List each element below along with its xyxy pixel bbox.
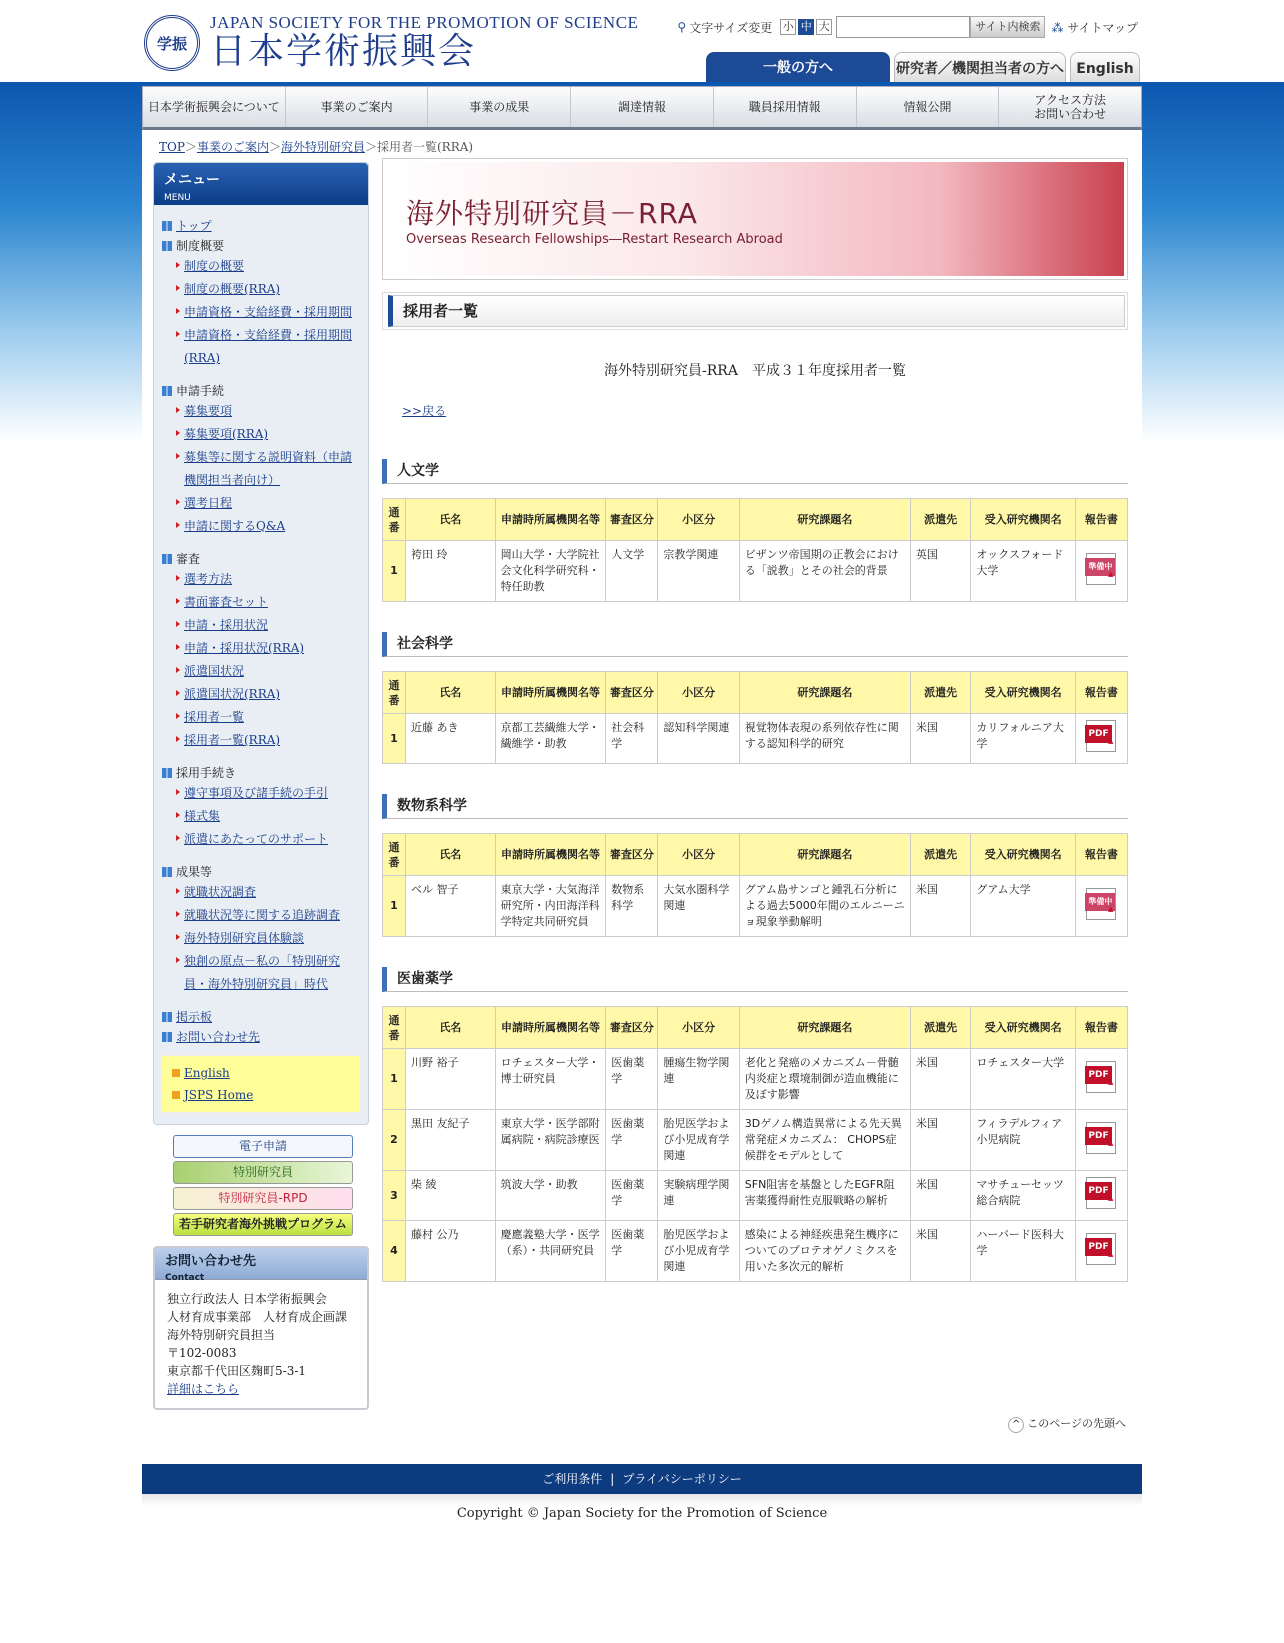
breadcrumb xyxy=(159,138,473,155)
sitemap-link[interactable] xyxy=(1051,19,1138,36)
pdf-icon[interactable] xyxy=(1086,1122,1116,1154)
hero-banner xyxy=(382,158,1128,280)
column-header: 審査区分 xyxy=(606,834,658,876)
menu-item[interactable] xyxy=(160,568,362,591)
adobe-mark-icon: ▲ xyxy=(1107,1138,1114,1147)
column-header: 小区分 xyxy=(658,834,739,876)
extra-links-box xyxy=(160,1054,362,1114)
column-header: 小区分 xyxy=(658,499,739,541)
cell-no: 4 xyxy=(383,1221,406,1282)
menu-item[interactable] xyxy=(160,828,362,851)
site-logo[interactable] xyxy=(144,14,638,72)
pdf-label: PDF xyxy=(1085,725,1111,743)
cell-report xyxy=(1075,1171,1127,1221)
cell-name: 近藤 あき xyxy=(405,714,495,764)
menu-item[interactable] xyxy=(160,515,362,538)
fontsize-label: 文字サイズ変更 xyxy=(689,20,773,35)
cell-report xyxy=(1075,1110,1127,1171)
menu-item[interactable] xyxy=(160,614,362,637)
cell-aff: 岡山大学・大学院社会文化科学研究科・特任助教 xyxy=(495,541,606,602)
utility-bar xyxy=(677,16,1138,38)
cell-area: 医歯薬学 xyxy=(606,1171,658,1221)
menu-item[interactable] xyxy=(160,446,362,492)
column-header: 受入研究機関名 xyxy=(971,672,1075,714)
cell-no: 1 xyxy=(383,714,406,764)
menu-list xyxy=(154,205,368,1046)
column-header: 申請時所属機関名等 xyxy=(495,672,606,714)
cell-sub: 胎児医学および小児成育学関連 xyxy=(658,1221,739,1282)
page xyxy=(142,0,1142,1460)
menu-header xyxy=(154,163,368,205)
menu-item[interactable] xyxy=(160,729,362,752)
gnav-item[interactable]: 日本学術振興会について xyxy=(143,87,286,127)
cell-sub: 大気水圏科学関連 xyxy=(658,876,739,937)
banner-list xyxy=(173,1135,353,1236)
cell-name: 藤村 公乃 xyxy=(405,1221,495,1282)
pdf-label: 準備中 xyxy=(1085,558,1115,576)
fellows-table xyxy=(382,498,1128,602)
contact-line: 独立行政法人 日本学術振興会 xyxy=(167,1292,327,1306)
page-title: 採用者一覧 xyxy=(388,295,1125,327)
content-area xyxy=(142,130,1142,1460)
menu-label[interactable]: 遵守事項及び諸手続の手引 xyxy=(184,786,329,800)
sections xyxy=(382,459,1128,1282)
cell-host: グアム大学 xyxy=(971,876,1075,937)
cell-area: 医歯薬学 xyxy=(606,1049,658,1110)
search-input[interactable] xyxy=(836,16,970,38)
table-row xyxy=(383,1171,1128,1221)
menu-item[interactable] xyxy=(160,950,362,996)
table-row xyxy=(383,541,1128,602)
table-row xyxy=(383,714,1128,764)
cell-dest: 米国 xyxy=(910,876,971,937)
adobe-mark-icon: ▲ xyxy=(1107,737,1114,745)
logo-japanese: 日本学術振興会 xyxy=(210,31,477,72)
magnifier-icon: ⚲ xyxy=(677,20,687,34)
cell-sub: 実験病理学関連 xyxy=(658,1171,739,1221)
menu-label[interactable]: 制度の概要(RRA) xyxy=(184,282,281,296)
menu-label[interactable]: 申請・採用状況 xyxy=(184,618,269,632)
fellows-table xyxy=(382,671,1128,764)
footer: ご利用条件 | プライバシーポリシー xyxy=(142,1464,1142,1494)
pdf-icon[interactable] xyxy=(1086,720,1116,752)
cell-report xyxy=(1075,876,1127,937)
cell-no: 1 xyxy=(383,541,406,602)
breadcrumb-business[interactable]: 事業のご案内 xyxy=(196,140,269,154)
column-header: 氏名 xyxy=(405,834,495,876)
cell-no: 1 xyxy=(383,1049,406,1110)
menu-gap xyxy=(160,370,362,380)
cell-aff: 慶應義塾大学・医学（系）・共同研究員 xyxy=(495,1221,606,1282)
cell-aff: 東京大学・大気海洋研究所・内田海洋科学特定共同研究員 xyxy=(495,876,606,937)
menu-item[interactable] xyxy=(160,881,362,904)
cell-area: 人文学 xyxy=(606,541,658,602)
banner-young-researchers[interactable]: 若手研究者海外挑戦プログラム xyxy=(173,1213,353,1236)
breadcrumb-overseas[interactable]: 海外特別研究員 xyxy=(280,140,365,154)
menu-label: 審査 xyxy=(176,552,201,566)
jsps-seal-icon: 学振 xyxy=(144,15,200,71)
adobe-mark-icon: ▲ xyxy=(1107,569,1114,578)
cell-topic: SFN阻害を基盤としたEGFR阻害薬獲得耐性克服戦略の解析 xyxy=(739,1171,910,1221)
column-header: 申請時所属機関名等 xyxy=(495,499,606,541)
jsps-home-link[interactable]: JSPS Home xyxy=(184,1088,254,1102)
column-header: 小区分 xyxy=(658,672,739,714)
cell-dest: 米国 xyxy=(910,714,971,764)
menu-item[interactable] xyxy=(160,660,362,683)
menu-item[interactable] xyxy=(160,278,362,301)
cell-dest: 英国 xyxy=(910,541,971,602)
banner-rpd[interactable]: 特別研究員-RPD xyxy=(173,1187,353,1210)
pdf-preparing-icon xyxy=(1086,888,1116,920)
cell-topic: 感染による神経疾患発生機序についてのプロテオゲノミクスを用いた多次元的解析 xyxy=(739,1221,910,1282)
table-row xyxy=(383,1110,1128,1171)
menu-label[interactable]: 募集要項 xyxy=(184,404,233,418)
logo-english: JAPAN SOCIETY FOR THE PROMOTION OF SCIENCE xyxy=(210,13,639,32)
adobe-mark-icon: ▲ xyxy=(1107,1194,1114,1202)
menu-label[interactable]: 海外特別研究員体験談 xyxy=(184,931,305,945)
column-header: 研究課題名 xyxy=(739,1007,910,1049)
column-header: 氏名 xyxy=(405,672,495,714)
menu-label[interactable]: 掲示板 xyxy=(176,1010,213,1024)
fellows-table xyxy=(382,1006,1128,1282)
main-content xyxy=(382,158,1128,1282)
adobe-mark-icon: ▲ xyxy=(1107,904,1114,913)
cell-sub: 腫瘍生物学関連 xyxy=(658,1049,739,1110)
table-row xyxy=(383,876,1128,937)
cell-name: 黒田 友紀子 xyxy=(405,1110,495,1171)
to-top-link[interactable]: ^ このページの先頭へ xyxy=(1008,1415,1126,1433)
menu-label[interactable]: 選考日程 xyxy=(184,496,233,510)
column-header: 申請時所属機関名等 xyxy=(495,1007,606,1049)
menu-category[interactable] xyxy=(160,1028,362,1046)
menu-item[interactable] xyxy=(160,637,362,660)
pdf-preparing-icon xyxy=(1086,553,1116,585)
menu-item[interactable] xyxy=(160,255,362,278)
gnav-item[interactable]: アクセス方法 お問い合わせ xyxy=(1034,93,1107,121)
section-title: 社会科学 xyxy=(382,632,1128,657)
cell-no: 3 xyxy=(383,1171,406,1221)
adobe-mark-icon: ▲ xyxy=(1107,1077,1114,1086)
column-header: 受入研究機関名 xyxy=(971,834,1075,876)
cell-aff: 京都工芸繊維大学・繊維学・助教 xyxy=(495,714,606,764)
hero-title: 海外特別研究員－RRA xyxy=(406,197,698,230)
sitemap-icon: ⁂ xyxy=(1051,20,1064,35)
column-header: 報告書 xyxy=(1075,1007,1127,1049)
column-header: 審査区分 xyxy=(606,499,658,541)
cell-dest: 米国 xyxy=(910,1110,971,1171)
breadcrumb-sep-icon: ＞ xyxy=(364,140,377,154)
column-header: 研究課題名 xyxy=(739,499,910,541)
cell-report xyxy=(1075,1049,1127,1110)
cell-topic: 老化と発癌のメカニズム－骨髄内炎症と環境制御が造血機能に及ぼす影響 xyxy=(739,1049,910,1110)
menu-label[interactable]: 採用者一覧(RRA) xyxy=(184,733,281,747)
menu-item[interactable] xyxy=(160,782,362,805)
table-header-row xyxy=(383,834,1128,876)
sidebar xyxy=(153,162,369,1410)
menu-label[interactable]: 募集要項(RRA) xyxy=(184,427,269,441)
pdf-label: PDF xyxy=(1085,1182,1111,1200)
column-header: 通番 xyxy=(383,834,406,876)
menu-item[interactable] xyxy=(160,324,362,370)
column-header: 受入研究機関名 xyxy=(971,499,1075,541)
column-header: 通番 xyxy=(383,1007,406,1049)
column-header: 派遣先 xyxy=(910,1007,971,1049)
cell-area: 数物系科学 xyxy=(606,876,658,937)
cell-name: 袴田 玲 xyxy=(405,541,495,602)
copyright: Copyright © Japan Society for the Promotion of Science xyxy=(142,1494,1142,1534)
cell-host: マサチューセッツ総合病院 xyxy=(971,1171,1075,1221)
cell-area: 医歯薬学 xyxy=(606,1221,658,1282)
hero-subtitle: Overseas Research Fellowships―Restart Research Abroad xyxy=(406,232,783,247)
cell-no: 1 xyxy=(383,876,406,937)
cell-no: 2 xyxy=(383,1110,406,1171)
column-header: 派遣先 xyxy=(910,672,971,714)
column-header: 受入研究機関名 xyxy=(971,1007,1075,1049)
tab-english[interactable]: English xyxy=(1070,52,1140,82)
cell-aff: ロチェスター大学・博士研究員 xyxy=(495,1049,606,1110)
column-header: 報告書 xyxy=(1075,672,1127,714)
cell-sub: 宗教学関連 xyxy=(658,541,739,602)
menu-item[interactable] xyxy=(160,706,362,729)
contact-title-en: Contact xyxy=(165,1273,205,1283)
column-header: 通番 xyxy=(383,672,406,714)
contact-box xyxy=(153,1246,369,1410)
menu-item[interactable] xyxy=(160,301,362,324)
cell-sub: 認知科学関連 xyxy=(658,714,739,764)
banner-dc-pd[interactable]: 特別研究員 xyxy=(173,1161,353,1184)
cell-host: フィラデルフィア小児病院 xyxy=(971,1110,1075,1171)
header xyxy=(142,0,1142,82)
menu-label[interactable]: 募集等に関する説明資料（申請機関担当者向け） xyxy=(184,450,353,487)
banner-e-application[interactable]: 電子申請 xyxy=(173,1135,353,1158)
back-link-wrap xyxy=(402,402,1128,419)
column-header: 報告書 xyxy=(1075,834,1127,876)
menu-category[interactable] xyxy=(160,217,362,235)
menu-label[interactable]: 就職状況等に関する追跡調査 xyxy=(184,908,341,922)
cell-topic: グアム島サンゴと鍾乳石分析による過去5000年間のエルニーニョ現象挙動解明 xyxy=(739,876,910,937)
pdf-label: PDF xyxy=(1085,1127,1111,1145)
menu-label[interactable]: お問い合わせ先 xyxy=(176,1030,261,1044)
column-header: 氏名 xyxy=(405,499,495,541)
menu-label[interactable]: 選考方法 xyxy=(184,572,233,586)
pdf-icon[interactable] xyxy=(1086,1233,1116,1265)
tab-researchers[interactable]: 研究者／機関担当者の方へ xyxy=(894,52,1066,82)
font-small-button[interactable]: 小 xyxy=(780,19,796,35)
menu-label: 制度概要 xyxy=(176,239,225,253)
column-header: 審査区分 xyxy=(606,1007,658,1049)
menu-item[interactable] xyxy=(160,927,362,950)
breadcrumb-sep-icon: ＞ xyxy=(184,140,197,154)
page-heading-box xyxy=(382,292,1128,330)
column-header: 審査区分 xyxy=(606,672,658,714)
cell-dest: 米国 xyxy=(910,1171,971,1221)
cell-report xyxy=(1075,541,1127,602)
cell-host: オックスフォード大学 xyxy=(971,541,1075,602)
gnav-item[interactable]: 調達情報 xyxy=(571,87,714,127)
menu-gap xyxy=(160,996,362,1006)
menu-item[interactable] xyxy=(160,805,362,828)
cell-name: 柴 綾 xyxy=(405,1171,495,1221)
contact-line: 〒102-0083 xyxy=(167,1346,237,1360)
pdf-label: PDF xyxy=(1085,1066,1111,1084)
cell-host: カリフォルニア大学 xyxy=(971,714,1075,764)
tab-general[interactable]: 一般の方へ xyxy=(706,52,890,82)
cell-report xyxy=(1075,714,1127,764)
menu-title: メニュー xyxy=(164,172,220,188)
privacy-link[interactable]: プライバシーポリシー xyxy=(622,1472,742,1486)
menu-gap xyxy=(160,851,362,861)
menu-label[interactable]: 申請に関するQ&A xyxy=(184,519,286,533)
menu-label[interactable]: 制度の概要 xyxy=(184,259,245,273)
cell-name: ベル 智子 xyxy=(405,876,495,937)
menu-item[interactable] xyxy=(160,492,362,515)
global-nav xyxy=(142,86,1142,130)
cell-aff: 東京大学・医学部附属病院・病院診療医 xyxy=(495,1110,606,1171)
table-header-row xyxy=(383,499,1128,541)
search-button[interactable]: サイト内検索 xyxy=(970,16,1045,38)
menu-label[interactable]: 就職状況調査 xyxy=(184,885,257,899)
cell-dest: 米国 xyxy=(910,1221,971,1282)
contact-more-link[interactable]: 詳細はこちら xyxy=(167,1382,240,1396)
audience-tabs xyxy=(702,52,1140,82)
menu-label: 採用手続き xyxy=(176,766,237,780)
menu-label[interactable]: 独創の原点－私の「特別研究員・海外特別研究員」時代 xyxy=(184,954,341,991)
table-row xyxy=(383,1221,1128,1282)
menu-label[interactable]: 書面審査セット xyxy=(184,595,269,609)
fellows-table xyxy=(382,833,1128,937)
menu-label: 成果等 xyxy=(176,865,213,879)
column-header: 派遣先 xyxy=(910,499,971,541)
gnav-item[interactable]: 事業の成果 xyxy=(428,87,571,127)
column-header: 研究課題名 xyxy=(739,672,910,714)
font-medium-button[interactable]: 中 xyxy=(798,19,814,35)
cell-topic: 視覚物体表現の系列依存性に関する認知科学的研究 xyxy=(739,714,910,764)
menu-item[interactable] xyxy=(160,904,362,927)
cell-host: ロチェスター大学 xyxy=(971,1049,1075,1110)
menu-label: 申請手続 xyxy=(176,384,225,398)
column-header: 申請時所属機関名等 xyxy=(495,834,606,876)
breadcrumb-top[interactable]: TOP xyxy=(159,140,185,154)
back-link[interactable]: >>戻る xyxy=(402,404,447,418)
intro-text: 海外特別研究員-RRA 平成３１年度採用者一覧 xyxy=(604,363,906,379)
gnav-item[interactable]: 情報公開 xyxy=(857,87,1000,127)
column-header: 研究課題名 xyxy=(739,834,910,876)
menu-label[interactable]: 採用者一覧 xyxy=(184,710,245,724)
menu-label[interactable]: 申請資格・支給経費・採用期間 xyxy=(184,305,353,319)
menu-item[interactable] xyxy=(160,683,362,706)
pdf-label: 準備中 xyxy=(1085,893,1115,911)
cell-topic: 3Dゲノム構造異常による先天異常発症メカニズム： CHOPS症候群をモデルとして xyxy=(739,1110,910,1171)
contact-line: 人材育成事業部 人材育成企画課 xyxy=(167,1310,348,1324)
menu-label[interactable]: トップ xyxy=(176,219,212,233)
contact-line: 海外特別研究員担当 xyxy=(167,1328,276,1342)
menu-title-en: MENU xyxy=(164,193,191,203)
column-header: 氏名 xyxy=(405,1007,495,1049)
cell-name: 川野 裕子 xyxy=(405,1049,495,1110)
menu-item[interactable] xyxy=(160,423,362,446)
menu-label[interactable]: 派遣国状況 xyxy=(184,664,245,678)
cell-area: 社会科学 xyxy=(606,714,658,764)
menu-category xyxy=(160,764,362,782)
cell-host: ハーバード医科大学 xyxy=(971,1221,1075,1282)
adobe-mark-icon: ▲ xyxy=(1107,1249,1114,1258)
column-header: 通番 xyxy=(383,499,406,541)
section-title: 医歯薬学 xyxy=(382,967,1128,992)
cell-report xyxy=(1075,1221,1127,1282)
menu-category xyxy=(160,237,362,255)
pdf-label: PDF xyxy=(1085,1238,1111,1256)
side-menu xyxy=(153,162,369,1125)
gnav-item[interactable]: 職員採用情報 xyxy=(714,87,857,127)
menu-item[interactable] xyxy=(160,400,362,423)
table-header-row xyxy=(383,672,1128,714)
menu-label[interactable]: 様式集 xyxy=(184,809,221,823)
pdf-icon[interactable] xyxy=(1086,1061,1116,1093)
menu-category xyxy=(160,863,362,881)
menu-label[interactable]: 派遣国状況(RRA) xyxy=(184,687,281,701)
column-header: 報告書 xyxy=(1075,499,1127,541)
column-header: 派遣先 xyxy=(910,834,971,876)
sitemap-label: サイトマップ xyxy=(1067,20,1138,35)
breadcrumb-sep-icon: ＞ xyxy=(268,140,281,154)
pdf-icon[interactable] xyxy=(1086,1177,1116,1209)
menu-gap xyxy=(160,752,362,762)
menu-label[interactable]: 申請・採用状況(RRA) xyxy=(184,641,305,655)
cell-area: 医歯薬学 xyxy=(606,1110,658,1171)
table-row xyxy=(383,1049,1128,1110)
contact-header xyxy=(155,1248,367,1283)
menu-category xyxy=(160,550,362,568)
menu-item[interactable] xyxy=(160,591,362,614)
english-link[interactable]: English xyxy=(184,1066,230,1080)
cell-topic: ビザンツ帝国期の正教会における「説教」とその社会的背景 xyxy=(739,541,910,602)
menu-category[interactable] xyxy=(160,1008,362,1026)
terms-link[interactable]: ご利用条件 xyxy=(542,1472,603,1486)
contact-title: お問い合わせ先 xyxy=(165,1254,257,1269)
menu-gap xyxy=(160,538,362,548)
table-header-row xyxy=(383,1007,1128,1049)
menu-category xyxy=(160,382,362,400)
column-header: 小区分 xyxy=(658,1007,739,1049)
breadcrumb-current: 採用者一覧(RRA) xyxy=(377,140,474,154)
contact-body xyxy=(155,1280,367,1408)
gnav-item[interactable]: 事業のご案内 xyxy=(286,87,429,127)
contact-line: 東京都千代田区麹町5-3-1 xyxy=(167,1364,307,1378)
font-large-button[interactable]: 大 xyxy=(816,19,832,35)
section-title: 数物系科学 xyxy=(382,794,1128,819)
cell-dest: 米国 xyxy=(910,1049,971,1110)
section-title: 人文学 xyxy=(382,459,1128,484)
menu-label[interactable]: 申請資格・支給経費・採用期間(RRA) xyxy=(184,328,353,365)
cell-sub: 胎児医学および小児成育学関連 xyxy=(658,1110,739,1171)
menu-label[interactable]: 派遣にあたってのサポート xyxy=(184,832,329,846)
cell-aff: 筑波大学・助教 xyxy=(495,1171,606,1221)
